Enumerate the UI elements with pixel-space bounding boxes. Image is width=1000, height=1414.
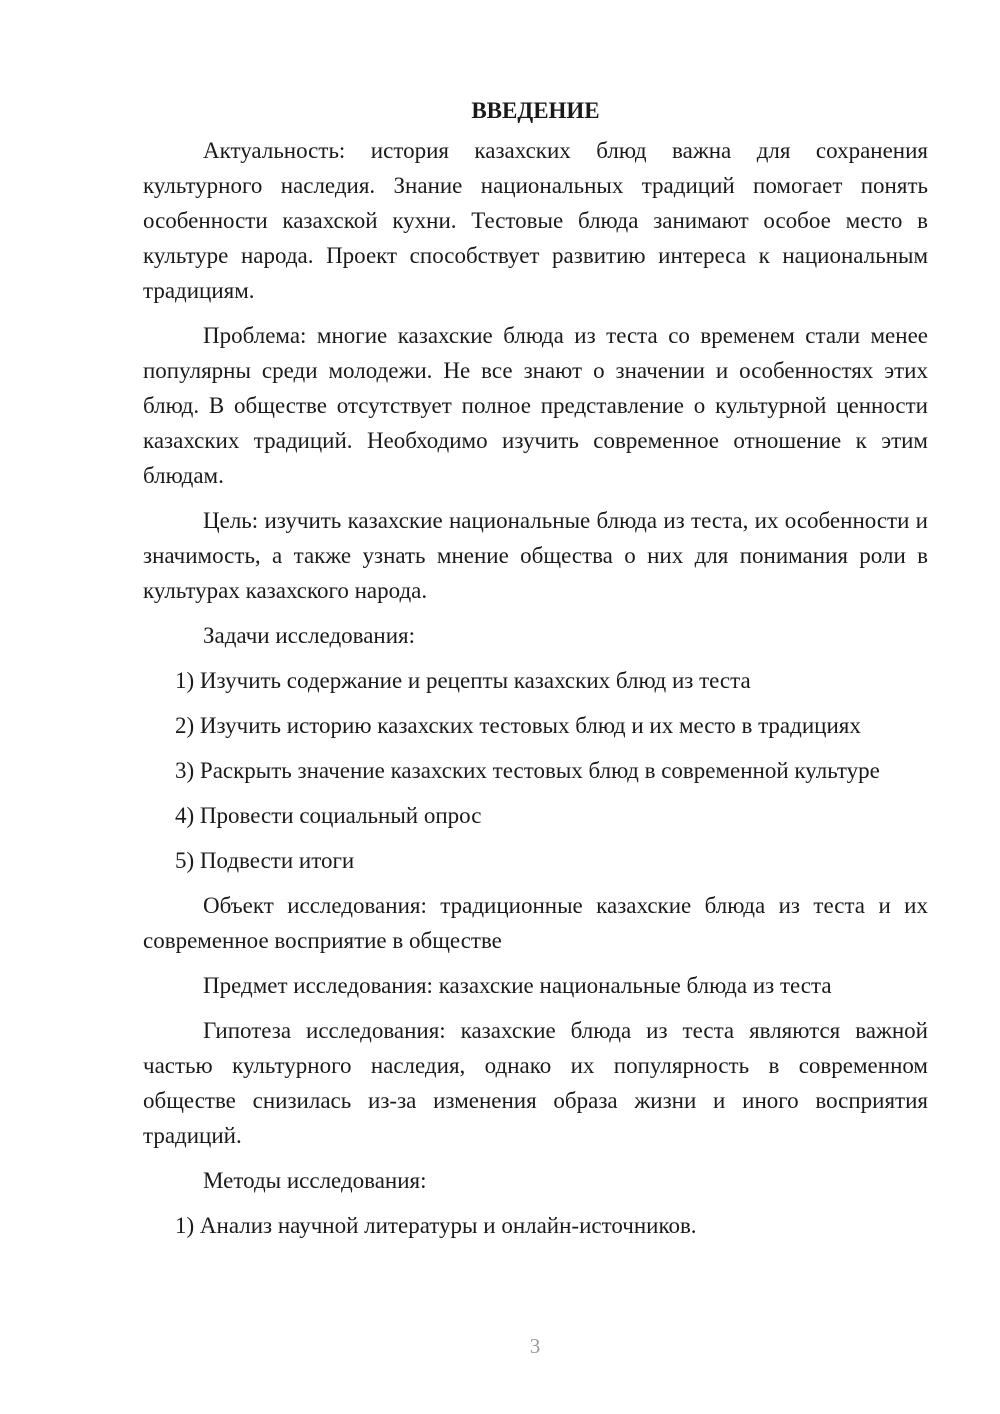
subject-paragraph: Предмет исследования: казахские национальные блюда из теста <box>203 973 832 998</box>
problem-paragraph: Проблема: многие казахские блюда из теста со временем стали менее популярны среди молодежи. Не все знают о значении и особенностях этих блюд. В обществе отсутствует полное представление о культурной ценности казахских традиций. Необходимо изучить современное отношение к этим блюдам. <box>143 323 928 488</box>
page-number: 3 <box>529 1334 541 1358</box>
list-item: 3) Раскрыть значение казахских тестовых блюд в современной культуре <box>175 758 880 783</box>
object-paragraph: Объект исследования: традиционные казахские блюда из теста и их современное восприятие в обществе <box>143 893 928 953</box>
methods-heading: Методы исследования: <box>203 1168 427 1193</box>
list-item: 5) Подвести итоги <box>175 848 355 873</box>
list-item: 1) Анализ научной литературы и онлайн-источников. <box>175 1213 697 1238</box>
list-item: 4) Провести социальный опрос <box>175 803 482 828</box>
relevance-paragraph: Актуальность: история казахских блюд важна для сохранения культурного наследия. Знание национальных традиций помогает понять особенности казахской кухни. Тестовые блюда занимают особое место в культуре народа. Проект способствует развитию интереса к национальным традициям. <box>143 138 928 303</box>
tasks-list <box>143 663 928 878</box>
hypothesis-paragraph: Гипотеза исследования: казахские блюда из теста являются важной частью культурного наследия, однако их популярность в современном обществе снизилась из-за изменения образа жизни и иного восприятия традиций. <box>143 1018 928 1148</box>
page-title: ВВЕДЕНИЕ <box>471 98 600 123</box>
methods-list <box>143 1208 928 1243</box>
page-content <box>143 96 928 1243</box>
list-item: 1) Изучить содержание и рецепты казахских блюд из теста <box>175 668 751 693</box>
goal-paragraph: Цель: изучить казахские национальные блюда из теста, их особенности и значимость, а также узнать мнение общества о них для понимания роли в культурах казахского народа. <box>143 508 928 603</box>
list-item: 2) Изучить историю казахских тестовых блюд и их место в традициях <box>175 713 861 738</box>
tasks-heading: Задачи исследования: <box>203 623 416 648</box>
